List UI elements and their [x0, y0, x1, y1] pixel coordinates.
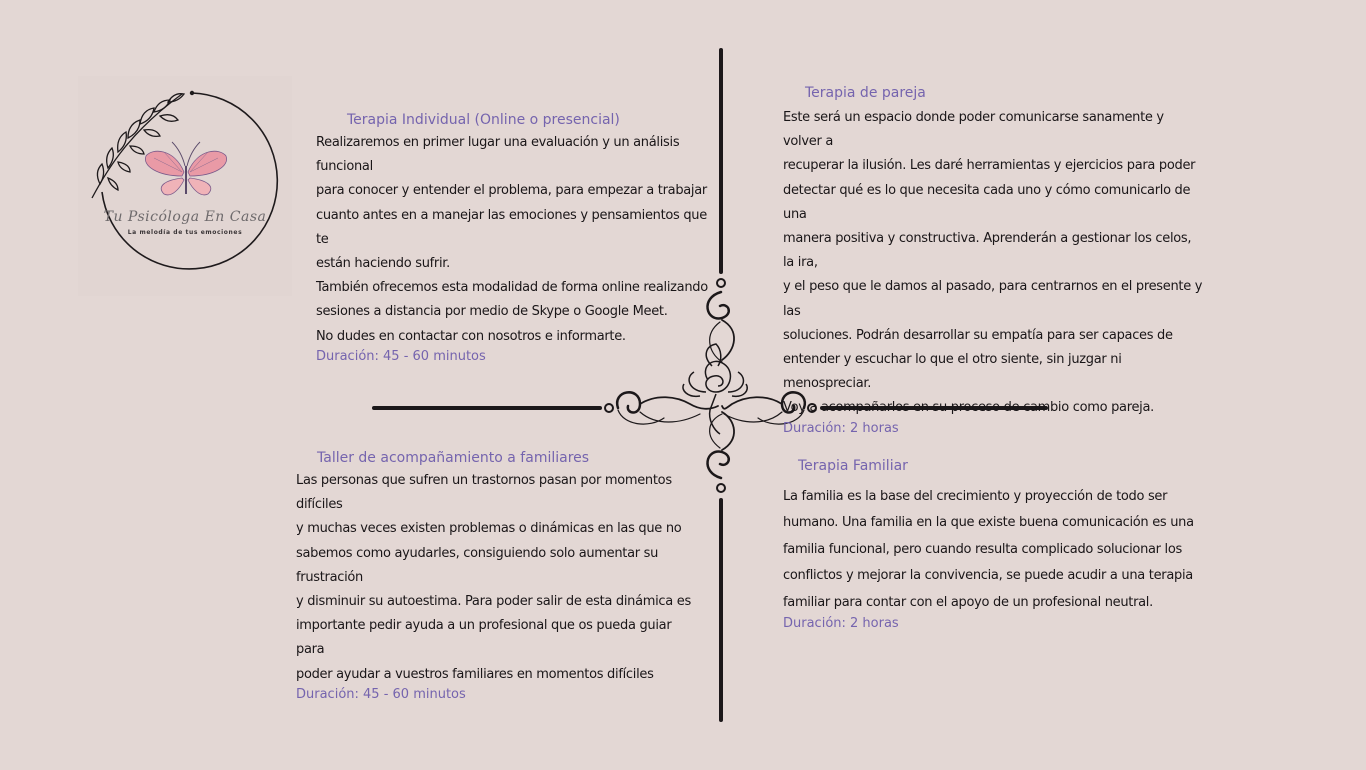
section-title: Terapia Individual (Online o presencial): [347, 112, 620, 128]
logo-title: Tu Psicóloga En Casa: [103, 209, 267, 225]
section-body: Realizaremos en primer lugar una evaluación y un análisis funcional para conocer y entender el problema, para empezar a trabajar cuanto antes en a manejar las emociones y pensamientos que te están haciendo sufrir. También ofrecemos esta modalidad de forma online realizando sesiones a distancia por medio de Skype o Google Meet. No dudes en contactar con nosotros e informarte.: [316, 135, 708, 344]
section-title: Taller de acompañamiento a familiares: [317, 450, 590, 466]
section-body: Las personas que sufren un trastornos pasan por momentos difíciles y muchas veces existen problemas o dinámicas en las que no sabemos como ayudarles, consiguiendo solo aumentar su frustración y disminuir su autoestima. Para poder salir de esta dinámica es importante pedir ayuda a un profesional que os pueda guiar para poder ayudar a vuestros familiares en momentos difíciles: [296, 473, 691, 682]
section-body: La familia es la base del crecimiento y proyección de todo ser humano. Una familia en la que existe buena comunicación es una familia funcional, pero cuando resulta complicado solucionar los conflictos y mejorar la convivencia, se puede acudir a una terapia familiar para contar con el apoyo de un profesional neutral.: [783, 489, 1194, 610]
section-duration: Duración: 2 horas: [783, 420, 899, 436]
logo-subtitle: La melodía de tus emociones: [127, 229, 243, 236]
section-body: Este será un espacio donde poder comunicarse sanamente y volver a recuperar la ilusión. Les daré herramientas y ejercicios para poder detectar qué es lo que necesita cada uno y cómo comunicarlo de una manera positiva y constructiva. Aprenderán a gestionar los celos, la ira, y el peso que le damos al pasado, para centrarnos en el presente y las soluciones. Podrán desarrollar su empatía para ser capaces de entender y escuchar lo que el otro siente, sin juzgar ni menospreciar. Voy a acompañarlos en su proceso de cambio como pareja.: [783, 110, 1203, 416]
section-duration: Duración: 45 - 60 minutos: [296, 686, 466, 702]
section-duration: Duración: 2 horas: [783, 616, 899, 632]
section-familiar: [783, 458, 1203, 631]
section-pareja: [783, 85, 1203, 436]
section-title: Terapia Familiar: [798, 458, 908, 474]
section-taller: [296, 450, 696, 702]
section-title: Terapia de pareja: [805, 85, 926, 101]
section-individual: [316, 112, 716, 364]
section-duration: Duración: 45 - 60 minutos: [316, 348, 486, 364]
